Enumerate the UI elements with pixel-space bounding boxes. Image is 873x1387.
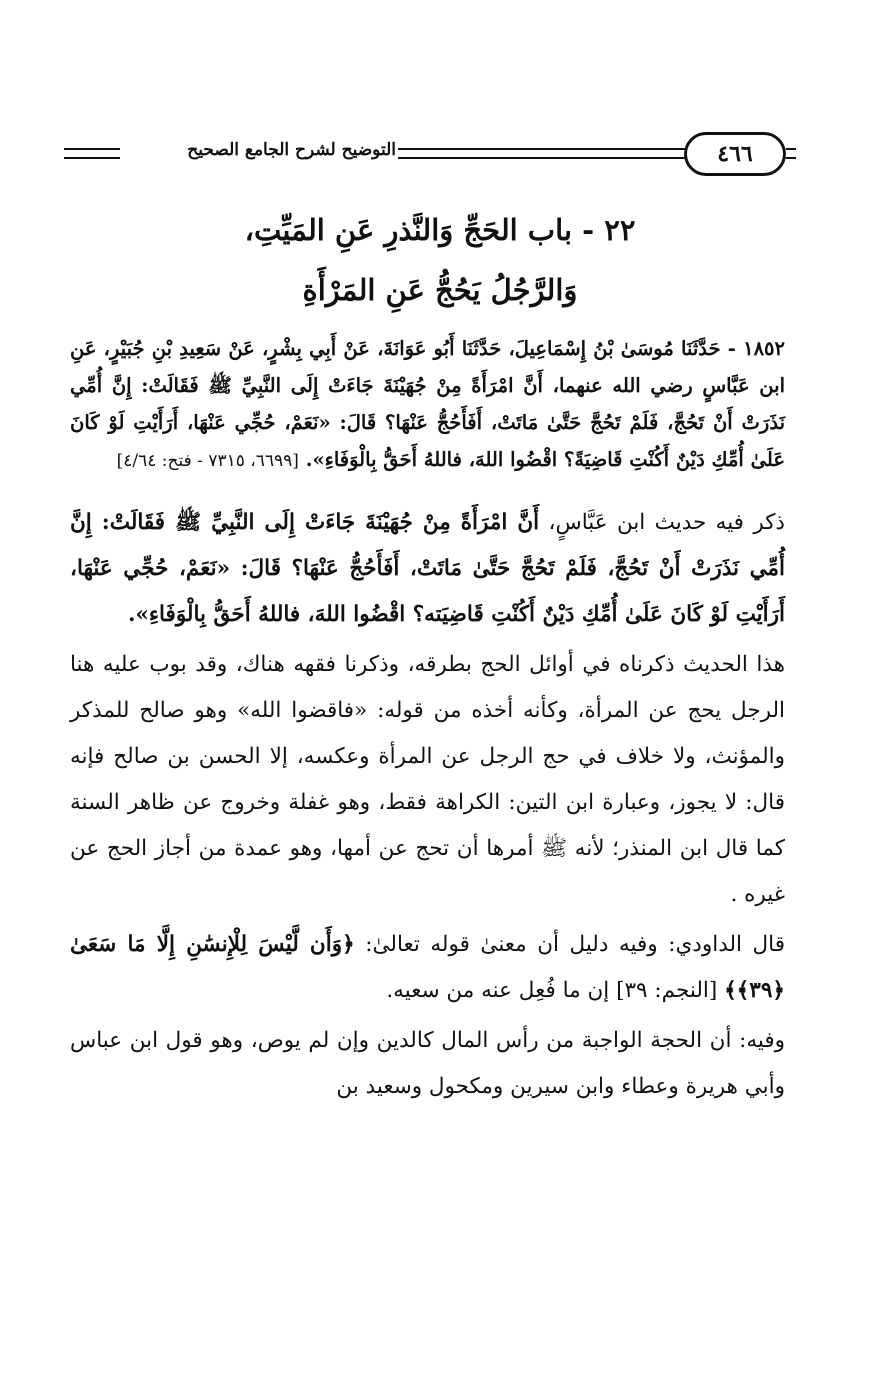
commentary-paragraph-4: وفيه: أن الحجة الواجبة من رأس المال كالدين وإن لم يوص، وهو قول ابن عباس وأبي هريرة وعطاء وابن سيرين ومكحول وسعيد بن	[70, 1028, 785, 1099]
chapter-title-line-1: ٢٢ - باب الحَجِّ وَالنَّذرِ عَنِ المَيِّتِ،	[244, 213, 636, 247]
body-text	[70, 330, 785, 1110]
daoudi-intro: قال الداودي: وفيه دليل أن معنىٰ قوله تعالىٰ:	[354, 932, 785, 957]
hadith-quote: أَنَّ امْرَأَةً مِنْ جُهَيْنَةَ جَاءَتْ إِلَى النَّبِيِّ ﷺ فَقَالَتْ: إِنَّ أُمِّي نَذَرَتْ أَنْ تَحُجَّ، فَلَمْ تَحُجَّ حَتَّىٰ مَاتَتْ، أَفَأَحُجُّ عَنْهَا؟ قَالَ: «نَعَمْ، حُجِّي عَنْهَا، أَرَأَيْتِ لَوْ كَانَ عَلَىٰ أُمِّكِ دَيْنٌ أَكُنْتِ قَاضِيَته؟ اقْضُوا اللهَ، فاللهُ أَحَقُّ بِالْوَفَاءِ».	[70, 510, 785, 627]
commentary-paragraph-1	[70, 500, 785, 638]
book-title: التوضيح لشرح الجامع الصحيح	[187, 140, 396, 160]
commentary-paragraph-2: هذا الحديث ذكرناه في أوائل الحج بطرقه، وذكرنا فقهه هناك، وقد بوب عليه هنا الرجل يحج عن المرأة، وكأنه أخذه من قوله: «فاقضوا الله» وهو صالح للمذكر والمؤنث، ولا خلاف في حج الرجل عن المرأة وعكسه، إلا الحسن بن صالح فإنه قال: لا يجوز، وعبارة ابن التين: الكراهة فقط، وهو غفلة وخروج عن ظاهر السنة كما قال ابن المنذر؛ لأنه ﷺ أمرها أن تحج عن أمها، وهو عمدة من أجاز الحج عن غيره .	[70, 652, 785, 907]
hadith-reference: [٦٦٩٩، ٧٣١٥ - فتح: ٤/٦٤]	[116, 451, 299, 471]
header-rule-left	[64, 148, 120, 159]
page-number: ٤٦٦	[684, 132, 786, 176]
chapter-title-line-2: وَالرَّجُلُ يَحُجُّ عَنِ المَرْأَةِ	[302, 273, 578, 307]
hadith-text: ١٨٥٢ - حَدَّثَنَا مُوسَىٰ بْنُ إِسْمَاعِيلَ، حَدَّثَنَا أَبُو عَوَانَةَ، عَنْ أَبِي بِشْرٍ، عَنْ سَعِيدِ بْنِ جُبَيْرٍ، عَنِ ابن عَبَّاسٍ رضي الله عنهما، أَنَّ امْرَأَةً مِنْ جُهَيْنَةَ جَاءَتْ إِلَى النَّبِيِّ ﷺ فَقَالَتْ: إِنَّ أُمِّي نَذَرَتْ أَنْ تَحُجَّ، فَلَمْ تَحُجَّ حَتَّىٰ مَاتَتْ، أَفَأَحُجُّ عَنْهَا؟ قَالَ: «نَعَمْ، حُجِّي عَنْهَا، أَرَأَيْتِ لَوْ كَانَ عَلَىٰ أُمِّكِ دَيْنٌ أَكُنْتِ قَاضِيَةً؟ اقْضُوا اللهَ، فاللهُ أَحَقُّ بِالْوَفَاءِ».	[70, 337, 785, 471]
running-header	[58, 128, 798, 192]
header-rule-right	[786, 148, 796, 159]
chapter-title	[120, 200, 760, 320]
commentary-paragraph-3	[70, 922, 785, 1014]
header-rule-middle	[398, 148, 690, 159]
commentary-intro: ذكر فيه حديث ابن عَبَّاسٍ،	[539, 510, 785, 535]
verse-citation: [النجم: ٣٩] إن ما فُعِل عنه من سعيه.	[386, 978, 725, 1003]
quran-verse: ﴿وَأَن لَّيْسَ لِلْإِنسَٰنِ إِلَّا مَا سَعَىٰ ﴿٣٩﴾﴾	[70, 932, 785, 1003]
hadith-paragraph	[70, 330, 785, 480]
